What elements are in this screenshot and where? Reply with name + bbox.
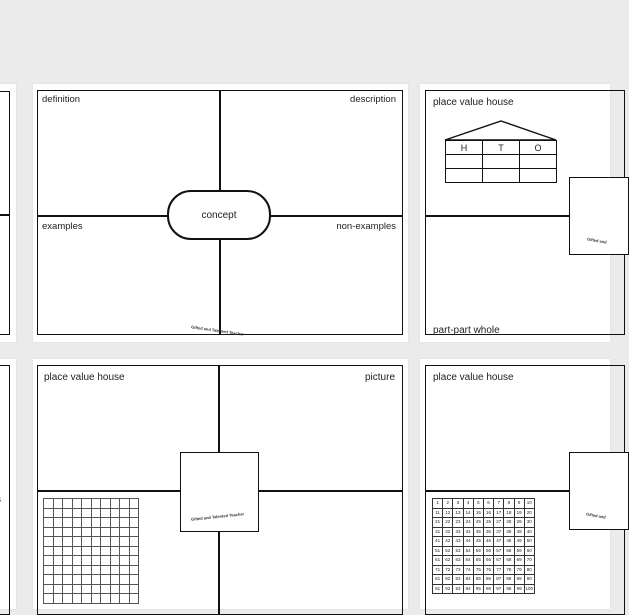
partial-card-left-bottom	[0, 359, 16, 609]
hundred-chart-cell: 24	[463, 518, 473, 528]
hundred-chart-cell: 5	[473, 499, 483, 509]
hundred-chart-cell: 33	[453, 527, 463, 537]
hundred-chart-cell: 35	[473, 527, 483, 537]
hundreds-header: H	[446, 141, 483, 155]
hundred-chart-cell: 91	[433, 584, 443, 594]
hundred-chart-cell: 23	[453, 518, 463, 528]
hundred-chart-cell: 18	[504, 508, 514, 518]
hundred-chart-cell: 51	[433, 546, 443, 556]
description-label: description	[350, 94, 396, 105]
hundred-chart-cell: 45	[473, 537, 483, 547]
hundred-chart-cell: 8	[504, 499, 514, 509]
hundred-chart-cell: 90	[524, 575, 534, 585]
hundred-chart-cell: 57	[494, 546, 504, 556]
hundred-chart-cell: 73	[453, 565, 463, 575]
partial-card-label-mid	[0, 494, 1, 505]
hundred-chart-cell: 31	[433, 527, 443, 537]
hundred-chart-cell: 92	[443, 584, 453, 594]
house-cell	[483, 169, 520, 183]
hundred-chart-cell: 36	[483, 527, 493, 537]
hundred-chart-row	[433, 565, 535, 575]
hundred-chart-cell: 74	[463, 565, 473, 575]
place-value-house-label: place value house	[44, 372, 125, 383]
hundred-chart-cell: 69	[514, 556, 524, 566]
hundred-chart-cell: 30	[524, 518, 534, 528]
watermark: Gifted and Talented Teacher	[190, 511, 245, 522]
hundred-chart-cell: 46	[483, 537, 493, 547]
place-value-house-label: place value house	[433, 372, 514, 383]
hundred-chart-cell: 52	[443, 546, 453, 556]
definition-label: definition	[42, 94, 81, 105]
hundred-chart-cell: 60	[524, 546, 534, 556]
hundred-chart-row	[433, 546, 535, 556]
hundred-chart-cell: 56	[483, 546, 493, 556]
place-value-house-table	[445, 140, 557, 183]
frayer-card	[33, 84, 408, 342]
hundred-chart-cell: 67	[494, 556, 504, 566]
hundred-chart-cell: 76	[483, 565, 493, 575]
hundred-chart-cell: 87	[494, 575, 504, 585]
hundred-chart-cell: 100	[524, 584, 534, 594]
partial-card-border	[0, 365, 10, 615]
hundred-chart-cell: 77	[494, 565, 504, 575]
hundred-chart-cell: 13	[453, 508, 463, 518]
hundred-chart-row	[433, 527, 535, 537]
hundred-chart-row	[433, 508, 535, 518]
hundred-chart-cell: 78	[504, 565, 514, 575]
hundred-chart-cell: 38	[504, 527, 514, 537]
hundred-chart-cell: 70	[524, 556, 534, 566]
hundred-chart-cell: 88	[504, 575, 514, 585]
hundred-chart-cell: 21	[433, 518, 443, 528]
hundred-chart-cell: 80	[524, 565, 534, 575]
hundred-chart-cell: 68	[504, 556, 514, 566]
hundred-chart-cell: 40	[524, 527, 534, 537]
hundred-chart-cell: 2	[443, 499, 453, 509]
watermark: Gifted and	[586, 236, 608, 245]
hundred-chart-cell: 48	[504, 537, 514, 547]
hundred-chart-row	[433, 518, 535, 528]
hundred-chart-cell: 11	[433, 508, 443, 518]
hundred-chart-cell: 28	[504, 518, 514, 528]
hundred-chart-cell: 59	[514, 546, 524, 556]
hundred-chart-cell: 94	[463, 584, 473, 594]
hundred-chart-cell: 17	[494, 508, 504, 518]
hundred-chart-cell: 12	[443, 508, 453, 518]
house-cell	[446, 169, 483, 183]
hundred-chart-cell: 84	[463, 575, 473, 585]
hundred-chart-cell: 34	[463, 527, 473, 537]
house-cell	[483, 155, 520, 169]
hundred-chart-cell: 26	[483, 518, 493, 528]
hundred-chart-cell: 62	[443, 556, 453, 566]
hundred-chart-cell: 55	[473, 546, 483, 556]
hundred-chart-cell: 66	[483, 556, 493, 566]
hundred-chart-cell: 14	[463, 508, 473, 518]
hundred-chart-cell: 65	[473, 556, 483, 566]
hundred-chart-cell: 42	[443, 537, 453, 547]
hundred-chart-cell: 54	[463, 546, 473, 556]
hundred-chart-cell: 44	[463, 537, 473, 547]
hundred-chart-cell: 72	[443, 565, 453, 575]
hundred-chart-cell: 1	[433, 499, 443, 509]
tens-header: T	[483, 141, 520, 155]
hundred-chart-cell: 82	[443, 575, 453, 585]
hundred-chart-cell: 99	[514, 584, 524, 594]
hundred-chart-cell: 89	[514, 575, 524, 585]
examples-label: examples	[42, 221, 83, 232]
hundred-chart-cell: 3	[453, 499, 463, 509]
hundred-chart-cell: 98	[504, 584, 514, 594]
partial-card-left-top	[0, 84, 16, 342]
hundred-chart-cell: 41	[433, 537, 443, 547]
hundred-chart	[432, 498, 535, 594]
place-value-house-label: place value house	[433, 97, 514, 108]
house-cell	[446, 155, 483, 169]
part-part-whole-label: part-part whole	[433, 325, 500, 336]
hundred-chart-cell: 27	[494, 518, 504, 528]
partial-card-divider	[0, 214, 10, 216]
hundred-chart-cell: 58	[504, 546, 514, 556]
hundred-chart-cell: 97	[494, 584, 504, 594]
house-cell	[520, 155, 557, 169]
hundred-chart-cell: 43	[453, 537, 463, 547]
hundred-chart-cell: 4	[463, 499, 473, 509]
hundred-chart-cell: 64	[463, 556, 473, 566]
hundred-chart-cell: 85	[473, 575, 483, 585]
hundred-chart-cell: 25	[473, 518, 483, 528]
hundred-chart-cell: 9	[514, 499, 524, 509]
non-examples-label: non-examples	[336, 221, 396, 232]
hundred-chart-cell: 96	[483, 584, 493, 594]
hundred-chart-cell: 53	[453, 546, 463, 556]
hundred-chart-cell: 47	[494, 537, 504, 547]
picture-label: picture	[364, 372, 395, 383]
hundred-chart-cell: 39	[514, 527, 524, 537]
hundred-chart-cell: 29	[514, 518, 524, 528]
picture-card	[33, 359, 408, 609]
place-value-card	[420, 84, 610, 342]
hundred-chart-cell: 6	[483, 499, 493, 509]
hundred-chart-cell: 10	[524, 499, 534, 509]
hundred-chart-cell: 93	[453, 584, 463, 594]
hundred-chart-cell: 95	[473, 584, 483, 594]
hundred-chart-cell: 61	[433, 556, 443, 566]
ones-header: O	[520, 141, 557, 155]
hundred-chart-cell: 20	[524, 508, 534, 518]
house-cell	[520, 169, 557, 183]
hundred-chart-cell: 16	[483, 508, 493, 518]
partial-card-border	[0, 91, 10, 335]
hundred-chart-cell: 32	[443, 527, 453, 537]
hundred-chart-card	[420, 359, 610, 609]
hundred-chart-cell: 63	[453, 556, 463, 566]
concept-oval: concept	[167, 190, 271, 240]
hundred-chart-cell: 22	[443, 518, 453, 528]
watermark: Gifted and	[585, 511, 607, 520]
hundred-chart-cell: 71	[433, 565, 443, 575]
hundred-chart-cell: 37	[494, 527, 504, 537]
hundred-chart-cell: 79	[514, 565, 524, 575]
hundred-chart-cell: 49	[514, 537, 524, 547]
hundred-chart-row	[433, 584, 535, 594]
hundred-chart-cell: 86	[483, 575, 493, 585]
hundred-chart-cell: 81	[433, 575, 443, 585]
hundred-chart-row	[433, 556, 535, 566]
hundred-chart-cell: 7	[494, 499, 504, 509]
hundred-chart-cell: 19	[514, 508, 524, 518]
hundred-chart-cell: 83	[453, 575, 463, 585]
house-roof	[445, 120, 557, 142]
hundred-chart-cell: 75	[473, 565, 483, 575]
hundred-chart-row	[433, 537, 535, 547]
watermark: Gifted and Talented Teacher	[190, 324, 245, 337]
hundred-chart-row	[433, 575, 535, 585]
hundred-chart-cell: 50	[524, 537, 534, 547]
hundred-chart-row	[433, 499, 535, 509]
hundred-grid	[43, 498, 139, 604]
hundred-chart-cell: 15	[473, 508, 483, 518]
